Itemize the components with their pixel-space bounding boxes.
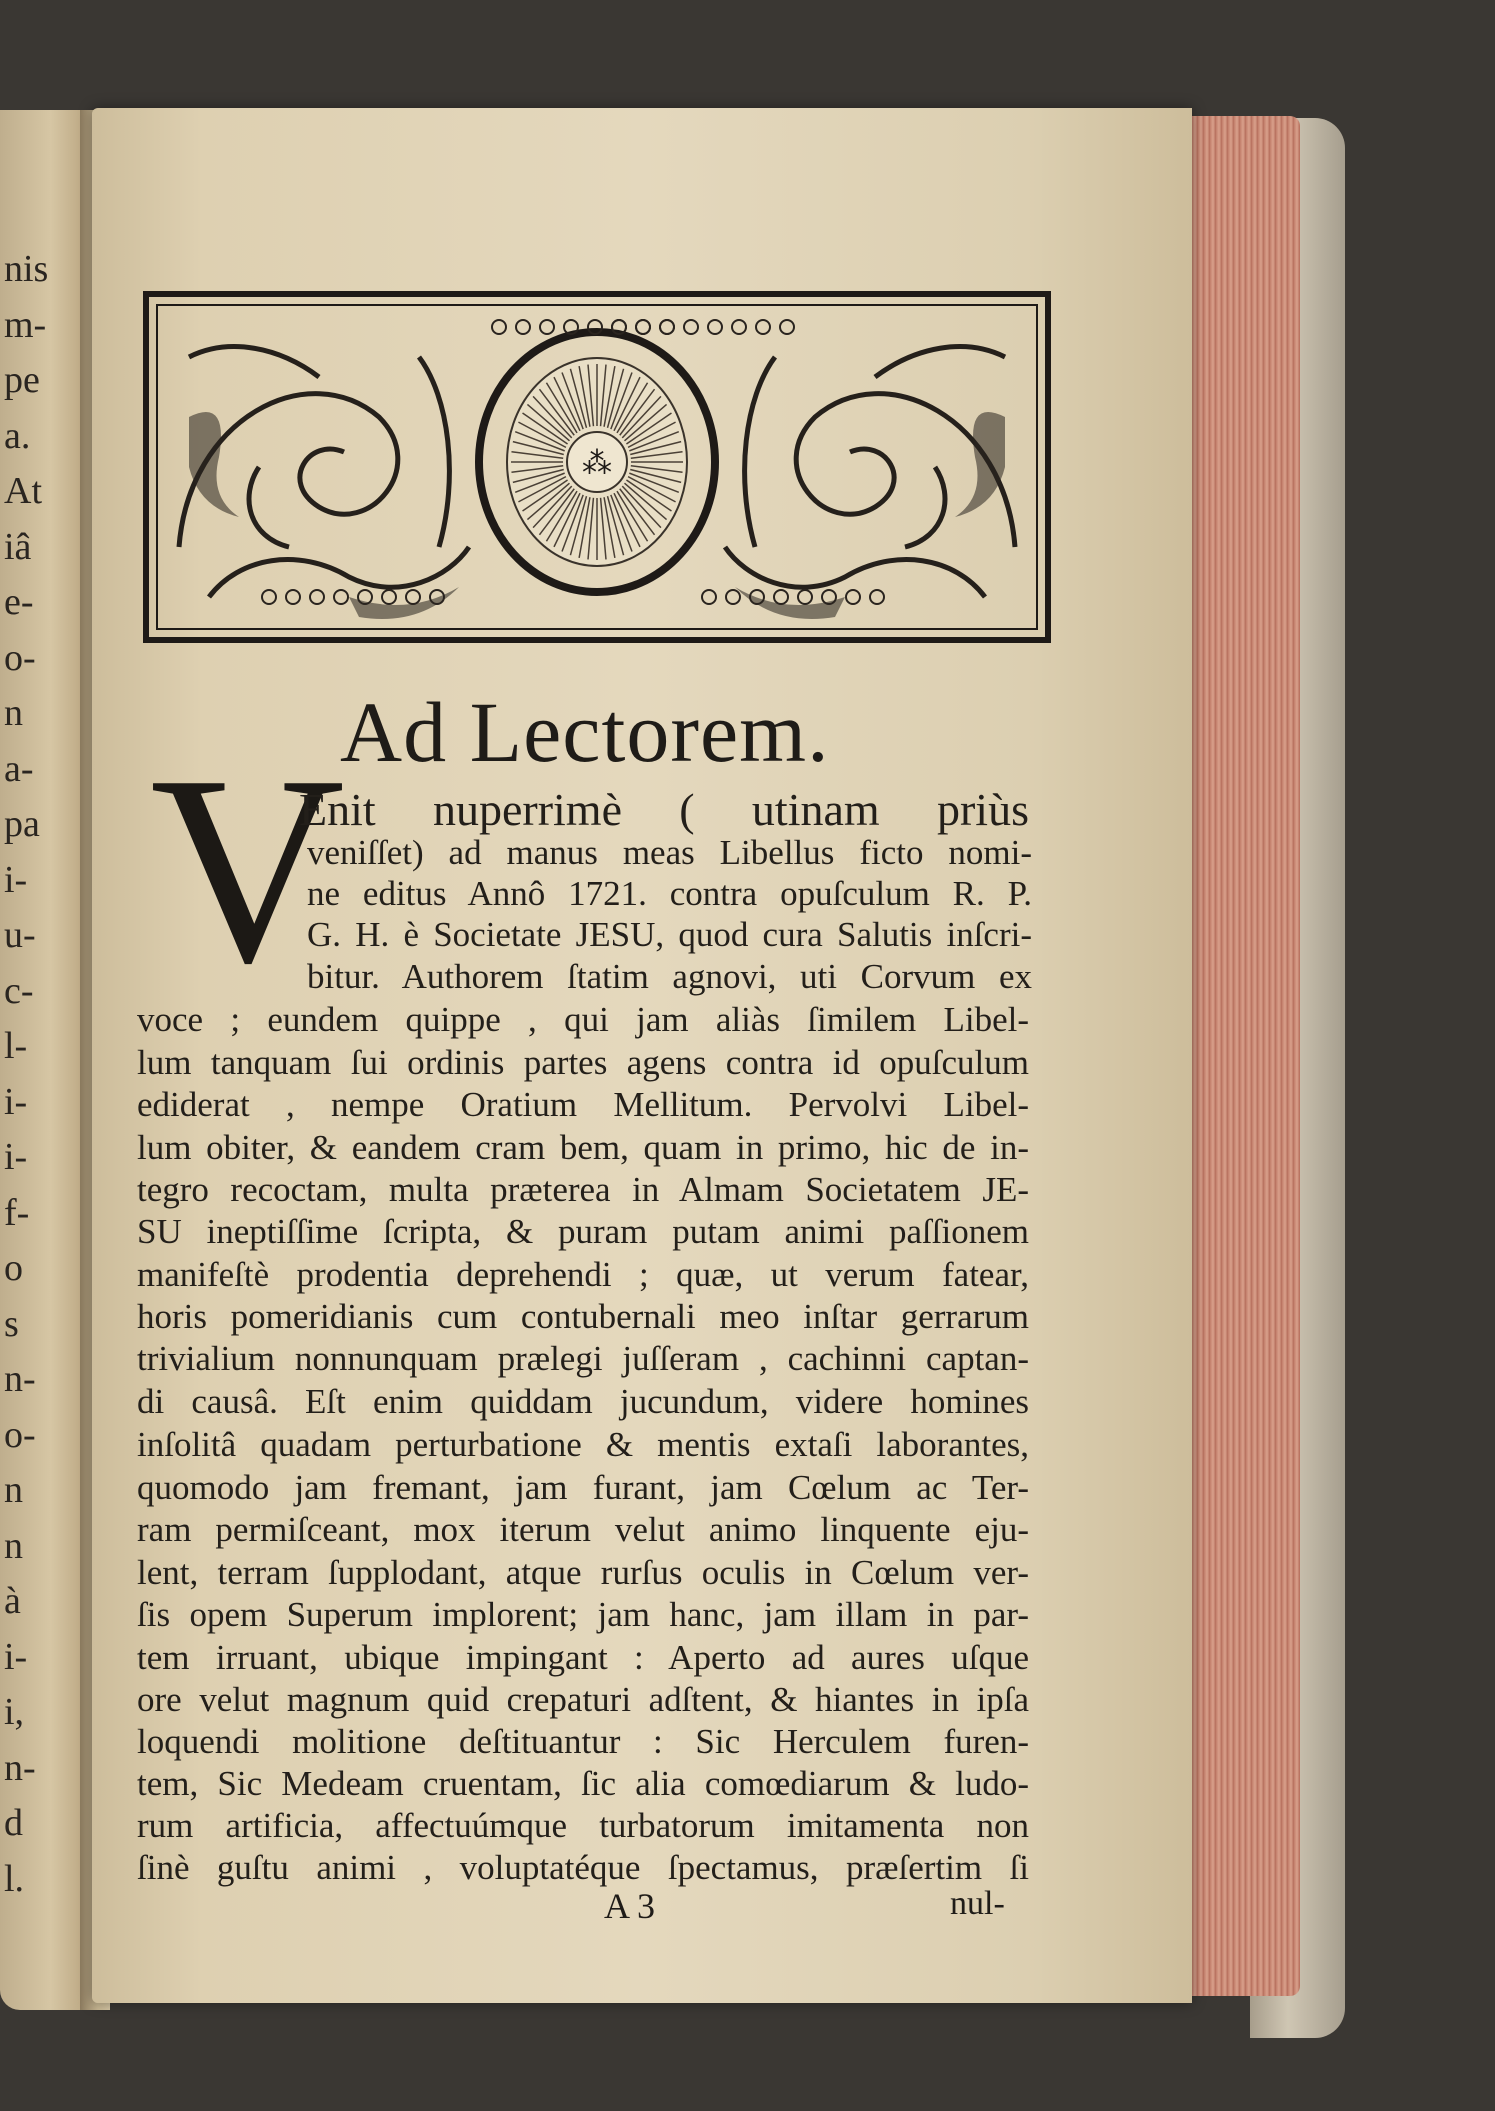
svg-text:⁂: ⁂ — [582, 447, 612, 480]
drop-cap: V — [150, 720, 345, 1019]
text-line: tegro recoctam, multa præterea in Almam Societatem JE- — [137, 1170, 1029, 1209]
left-page-fragment: n — [4, 1469, 23, 1511]
left-page-fragment: l. — [4, 1857, 25, 1900]
signature-mark: A 3 — [604, 1886, 656, 1926]
left-page-fragment: pe — [4, 359, 40, 401]
left-page-fragment: f- — [4, 1191, 30, 1234]
text-line: ediderat , nempe Oratium Mellitum. Pervolvi Libel- — [137, 1085, 1029, 1124]
text-line: lent, terram ſupplodant, atque rurſus oculis in Cœlum ver- — [137, 1553, 1029, 1592]
text-line: Enit nuperrimè ( utinam priùs — [299, 784, 1029, 835]
left-page-fragment: m- — [4, 303, 47, 346]
text-line: tem, Sic Medeam cruentam, ſic alia comœdiarum & ludo- — [137, 1764, 1029, 1803]
text-line: G. H. è Societate JESU, quod cura Salutis inſcri- — [307, 915, 1032, 954]
page-title: Ad Lectorem. — [340, 684, 830, 780]
text-line: ſis opem Superum implorent; jam hanc, jam illam in par- — [137, 1595, 1029, 1634]
left-page-fragment: At — [4, 470, 42, 512]
text-line: voce ; eundem quippe , qui jam aliàs ſimilem Libel- — [137, 1000, 1029, 1039]
left-page-fragment: i, — [4, 1691, 25, 1733]
text-line: veniſſet) ad manus meas Libellus ficto nomi- — [307, 833, 1032, 872]
left-page-fragment: a. — [4, 414, 31, 457]
left-page-fragment: u- — [4, 914, 36, 956]
left-page-fragment: pa — [4, 803, 40, 845]
text-line: ſinè guſtu animi , voluptatéque ſpectamus, præſertim ſi — [137, 1848, 1029, 1887]
left-page-fragment: o- — [4, 636, 36, 679]
left-page-fragment: i- — [4, 858, 28, 901]
left-page — [0, 110, 92, 2010]
left-page-fragment: l- — [4, 1025, 28, 1067]
left-page-fragment: i- — [4, 1136, 28, 1178]
text-line: rum artificia, affectuúmque turbatorum imitamenta non — [137, 1806, 1029, 1845]
left-page-fragment: c- — [4, 969, 34, 1012]
page-edges — [1180, 116, 1300, 1996]
left-page-fragment: i- — [4, 1635, 28, 1678]
text-line: ore velut magnum quid crepaturi adſtent, & hiantes in ipſa — [137, 1680, 1029, 1719]
text-line: ram permiſceant, mox iterum velut animo linquente eju- — [137, 1510, 1029, 1549]
text-line: bitur. Authorem ſtatim agnovi, uti Corvum ex — [307, 957, 1032, 996]
left-page-fragment: d — [4, 1802, 23, 1844]
text-line: quomodo jam fremant, jam furant, jam Cœlum ac Ter- — [137, 1468, 1029, 1507]
left-page-fragment: e- — [4, 581, 34, 623]
text-line: ne editus Annô 1721. contra opuſculum R. P. — [307, 874, 1032, 913]
left-page-fragment: o — [4, 1247, 23, 1289]
left-page-fragment: o- — [4, 1413, 36, 1456]
ornamental-headpiece — [143, 291, 1051, 643]
text-line: tem irruant, ubique impingant : Aperto ad aures uſque — [137, 1638, 1029, 1677]
ornament-graphic — [149, 297, 1045, 637]
text-line: trivialium nonnunquam prælegi juſſeram , cachinni captan- — [137, 1339, 1029, 1378]
left-page-fragment: n — [4, 692, 23, 734]
text-line: manifeſtè prodentia deprehendi ; quæ, ut verum fatear, — [137, 1255, 1029, 1294]
left-page-fragment: n- — [4, 1746, 36, 1789]
catchword: nul- — [950, 1885, 1005, 1922]
left-page-fragment: n — [4, 1524, 23, 1567]
left-page-fragment: s — [4, 1302, 19, 1345]
left-page-fragment: a- — [4, 747, 34, 790]
left-page-fragment: nis — [4, 248, 49, 290]
text-line: inſolitâ quadam perturbatione & mentis extaſi laborantes, — [137, 1425, 1029, 1464]
text-line: loquendi molitione deſtituantur : Sic Herculem furen- — [137, 1722, 1029, 1761]
text-line: di causâ. Eſt enim quiddam jucundum, videre homines — [137, 1382, 1029, 1421]
left-page-fragment: à — [4, 1580, 21, 1622]
text-line: lum tanquam ſui ordinis partes agens contra id opuſculum — [137, 1043, 1029, 1082]
left-page-fragment: i- — [4, 1080, 28, 1123]
left-page-fragment: n- — [4, 1358, 36, 1400]
text-line: SU ineptiſſime ſcripta, & puram putam animi paſſionem — [137, 1212, 1029, 1251]
left-page-fragment: iâ — [4, 525, 32, 568]
text-line: horis pomeridianis cum contubernali meo inſtar gerrarum — [137, 1297, 1029, 1336]
text-line: lum obiter, & eandem cram bem, quam in primo, hic de in- — [137, 1128, 1029, 1167]
